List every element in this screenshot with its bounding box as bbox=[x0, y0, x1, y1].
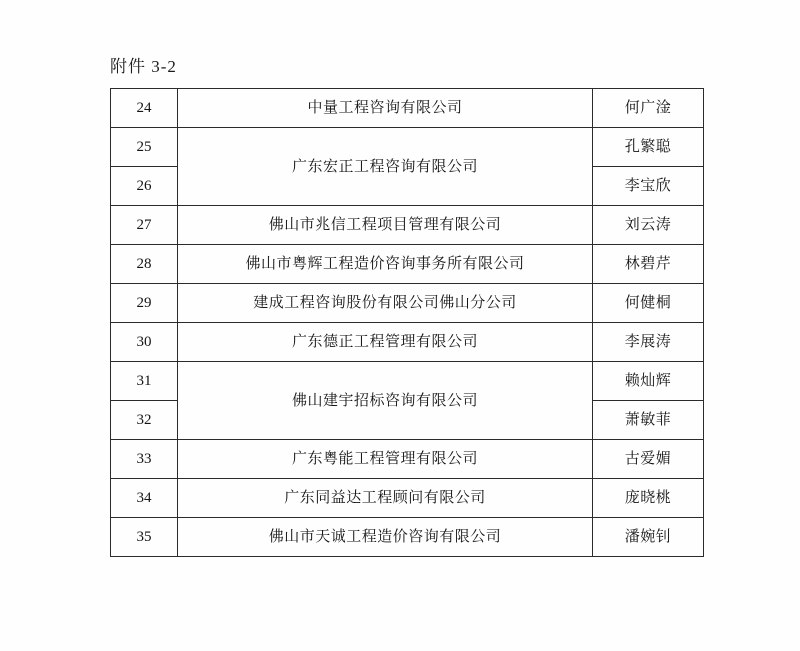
company-name-cell: 广东粤能工程管理有限公司 bbox=[178, 440, 593, 479]
company-name-cell: 佛山市天诚工程造价咨询有限公司 bbox=[178, 518, 593, 557]
table-row bbox=[111, 128, 704, 167]
company-name-cell: 广东宏正工程咨询有限公司 bbox=[178, 128, 593, 206]
table-row bbox=[111, 362, 704, 401]
table-row bbox=[111, 89, 704, 128]
person-name-cell: 赖灿辉 bbox=[593, 362, 704, 401]
table-row bbox=[111, 479, 704, 518]
person-name-cell: 刘云涛 bbox=[593, 206, 704, 245]
company-name-cell: 佛山建宇招标咨询有限公司 bbox=[178, 362, 593, 440]
company-name-cell: 佛山市粤辉工程造价咨询事务所有限公司 bbox=[178, 245, 593, 284]
company-name-cell: 中量工程咨询有限公司 bbox=[178, 89, 593, 128]
company-name-cell: 建成工程咨询股份有限公司佛山分公司 bbox=[178, 284, 593, 323]
row-number-cell: 31 bbox=[111, 362, 178, 401]
row-number-cell: 30 bbox=[111, 323, 178, 362]
table-row bbox=[111, 323, 704, 362]
company-name-cell: 广东同益达工程顾问有限公司 bbox=[178, 479, 593, 518]
table-row bbox=[111, 206, 704, 245]
company-name-cell: 佛山市兆信工程项目管理有限公司 bbox=[178, 206, 593, 245]
row-number-cell: 29 bbox=[111, 284, 178, 323]
row-number-cell: 28 bbox=[111, 245, 178, 284]
person-name-cell: 李宝欣 bbox=[593, 167, 704, 206]
row-number-cell: 24 bbox=[111, 89, 178, 128]
person-name-cell: 李展涛 bbox=[593, 323, 704, 362]
person-name-cell: 林碧芹 bbox=[593, 245, 704, 284]
table-body bbox=[111, 89, 704, 557]
person-name-cell: 孔繁聪 bbox=[593, 128, 704, 167]
table-row bbox=[111, 440, 704, 479]
table-row bbox=[111, 518, 704, 557]
row-number-cell: 26 bbox=[111, 167, 178, 206]
person-name-cell: 庞晓桃 bbox=[593, 479, 704, 518]
row-number-cell: 32 bbox=[111, 401, 178, 440]
person-name-cell: 潘婉钊 bbox=[593, 518, 704, 557]
attachment-label: 附件 3-2 bbox=[110, 57, 177, 76]
table-row bbox=[111, 284, 704, 323]
company-name-cell: 广东德正工程管理有限公司 bbox=[178, 323, 593, 362]
person-name-cell: 萧敏菲 bbox=[593, 401, 704, 440]
table-row bbox=[111, 245, 704, 284]
person-name-cell: 何广淦 bbox=[593, 89, 704, 128]
row-number-cell: 25 bbox=[111, 128, 178, 167]
unit-personnel-table bbox=[110, 88, 704, 557]
row-number-cell: 27 bbox=[111, 206, 178, 245]
row-number-cell: 34 bbox=[111, 479, 178, 518]
row-number-cell: 33 bbox=[111, 440, 178, 479]
person-name-cell: 古爱媚 bbox=[593, 440, 704, 479]
table-container bbox=[110, 88, 690, 557]
person-name-cell: 何健桐 bbox=[593, 284, 704, 323]
row-number-cell: 35 bbox=[111, 518, 178, 557]
